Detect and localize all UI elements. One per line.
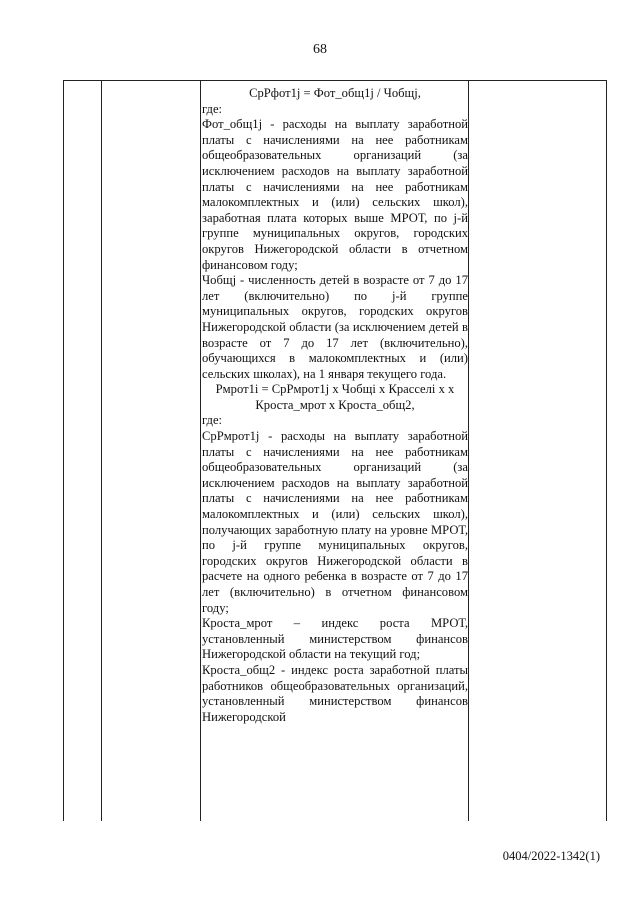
table-column-divider (468, 81, 469, 821)
document-code: 0404/2022-1342(1) (502, 849, 600, 863)
definition-paragraph: Кроста_общ2 - индекс роста заработной платы работников общеобразовательных организаций, установленный министерством финансов Нижегородской (202, 662, 468, 724)
table-column-divider (101, 81, 102, 821)
formula-line: Рмрот1i = СрРмрот1j x Чобщi x Красселi x x Кроста_мрот x Кроста_общ2, (215, 382, 455, 412)
formula-line: СрРфот1j = Фот_общ1j / Чобщj, (249, 86, 421, 100)
page-number: 68 (313, 42, 327, 57)
definition-paragraph: Кроста_мрот – индекс роста МРОТ, установленный министерством финансов Нижегородской области на текущий год; (202, 616, 468, 662)
definition-paragraph: Чобщj - численность детей в возрасте от 7 до 17 лет (включительно) по j-й группе муниципальных округов, городских округов Нижегородской области (за исключением детей в возрасте от 7 до 17 лет (включительно), обучающихся в малокомплектных и (или) сельских школах), на 1 января текущего года. (202, 273, 468, 381)
definition-paragraph: СрРмрот1j - расходы на выплату заработной платы с начислениями на нее работникам общеобразовательных организаций (за исключением расходов на выплату заработной платы с начислениями на нее работникам малокомплектных и (или) сельских школ), получающих заработную плату на уровне МРОТ, по j-й группе муниципальных округов, городских округов Нижегородской области в расчете на одного ребенка в возрасте от 7 до 17 лет (включительно) в отчетном финансовом году; (202, 429, 468, 615)
table-column-divider (200, 81, 201, 821)
text-line: где: (202, 413, 223, 428)
text-line: где: (202, 101, 223, 116)
table-cell-text (202, 86, 468, 725)
definition-paragraph: Фот_общ1j - расходы на выплату заработной платы с начислениями на нее работникам общеобразовательных организаций (за исключением расходов на выплату заработной платы с начислениями на нее работникам малокомплектных и (или) сельских школ), заработная плата которых выше МРОТ, по j-й группе муниципальных округов, городских округов Нижегородской области в отчетном финансовом году; (202, 117, 468, 272)
